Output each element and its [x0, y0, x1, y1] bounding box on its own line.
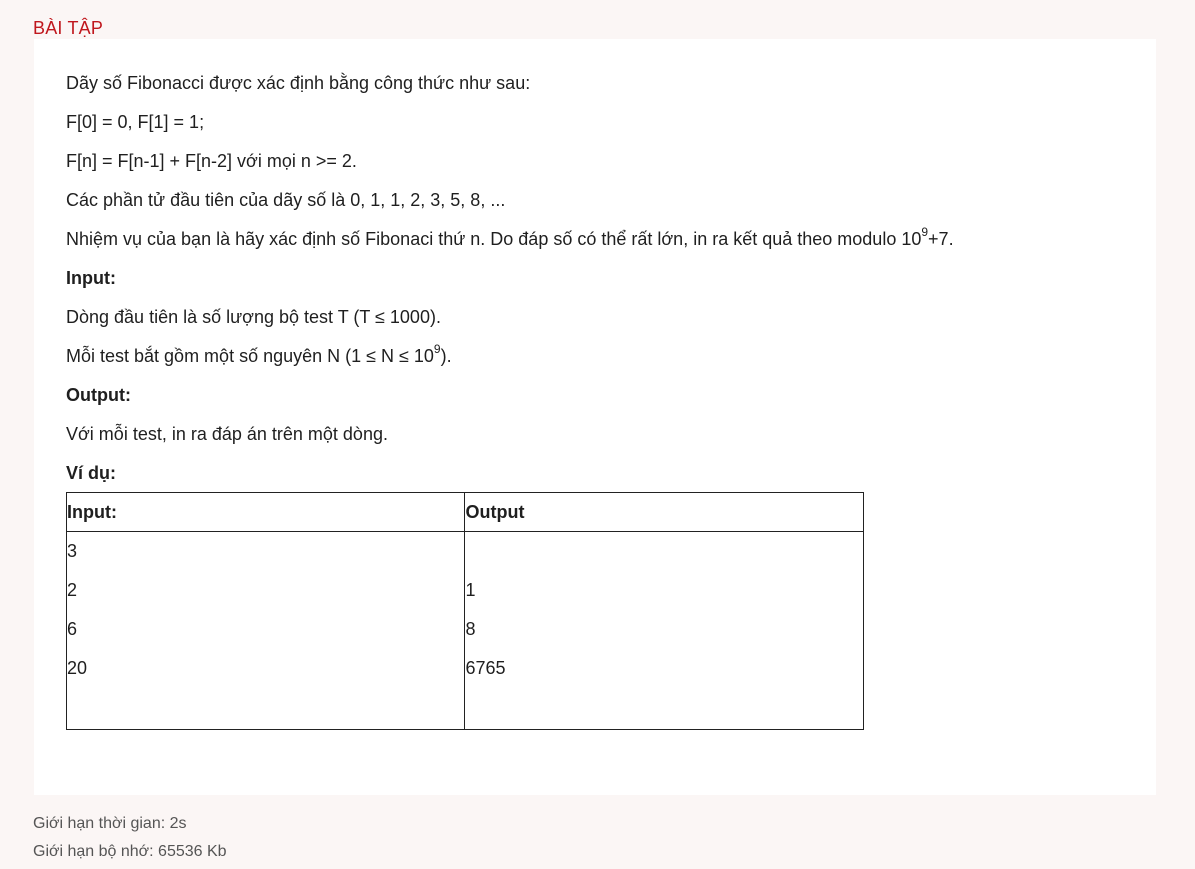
example-table — [66, 492, 864, 730]
output-heading: Output: — [66, 385, 131, 405]
statement-first-terms: Các phần tử đầu tiên của dãy số là 0, 1, 1, 2, 3, 5, 8, ... — [66, 190, 506, 210]
statement-base-case: F[0] = 0, F[1] = 1; — [66, 112, 205, 132]
problem-statement — [66, 71, 1126, 678]
statement-recurrence: F[n] = F[n-1] + F[n-2] với mọi n >= 2. — [66, 151, 357, 171]
example-input-cell: 3 — [67, 541, 78, 561]
statement-task-text: Nhiệm vụ của bạn là hãy xác định số Fibonaci thứ n. Do đáp số có thể rất lớn, in ra kết quả theo modulo 10 — [66, 229, 922, 249]
table-row — [67, 571, 864, 610]
statement-intro: Dãy số Fibonacci được xác định bằng công thức như sau: — [66, 73, 531, 93]
problem-card — [34, 39, 1156, 795]
input-line-2-text: Mỗi test bắt gồm một số nguyên N (1 ≤ N ≤ 10 — [66, 346, 434, 366]
table-row — [67, 649, 864, 688]
time-limit: Giới hạn thời gian: 2s — [33, 815, 187, 832]
memory-limit: Giới hạn bộ nhớ: 65536 Kb — [33, 843, 227, 860]
example-input-cell: 2 — [67, 580, 78, 600]
example-output-cell-empty — [465, 688, 864, 730]
example-output-cell: 8 — [465, 610, 864, 649]
example-output-cell — [465, 532, 864, 572]
input-heading: Input: — [66, 268, 116, 288]
example-input-cell: 20 — [67, 658, 88, 678]
example-header-input: Input: — [67, 493, 465, 532]
example-header-output: Output — [465, 493, 864, 532]
example-table-header-row — [67, 493, 864, 532]
output-line-1: Với mỗi test, in ra đáp án trên một dòng. — [66, 424, 388, 444]
example-input-cell: 6 — [67, 619, 78, 639]
statement-task-suffix: +7. — [928, 229, 954, 249]
statement-task — [66, 227, 1126, 251]
example-output-cell: 6765 — [465, 649, 864, 688]
input-line-2-exponent: 9 — [433, 342, 441, 356]
section-title: BÀI TẬP — [33, 18, 104, 38]
statement-task-exponent: 9 — [921, 225, 929, 239]
input-line-2-suffix: ). — [440, 346, 452, 366]
example-heading: Ví dụ: — [66, 463, 116, 483]
input-line-2 — [66, 344, 1126, 368]
example-input-cell-empty — [67, 688, 465, 730]
example-output-cell: 1 — [465, 571, 864, 610]
table-row — [67, 532, 864, 572]
table-row — [67, 610, 864, 649]
input-line-1: Dòng đầu tiên là số lượng bộ test T (T ≤ 1000). — [66, 307, 441, 327]
table-row-empty — [67, 688, 864, 730]
